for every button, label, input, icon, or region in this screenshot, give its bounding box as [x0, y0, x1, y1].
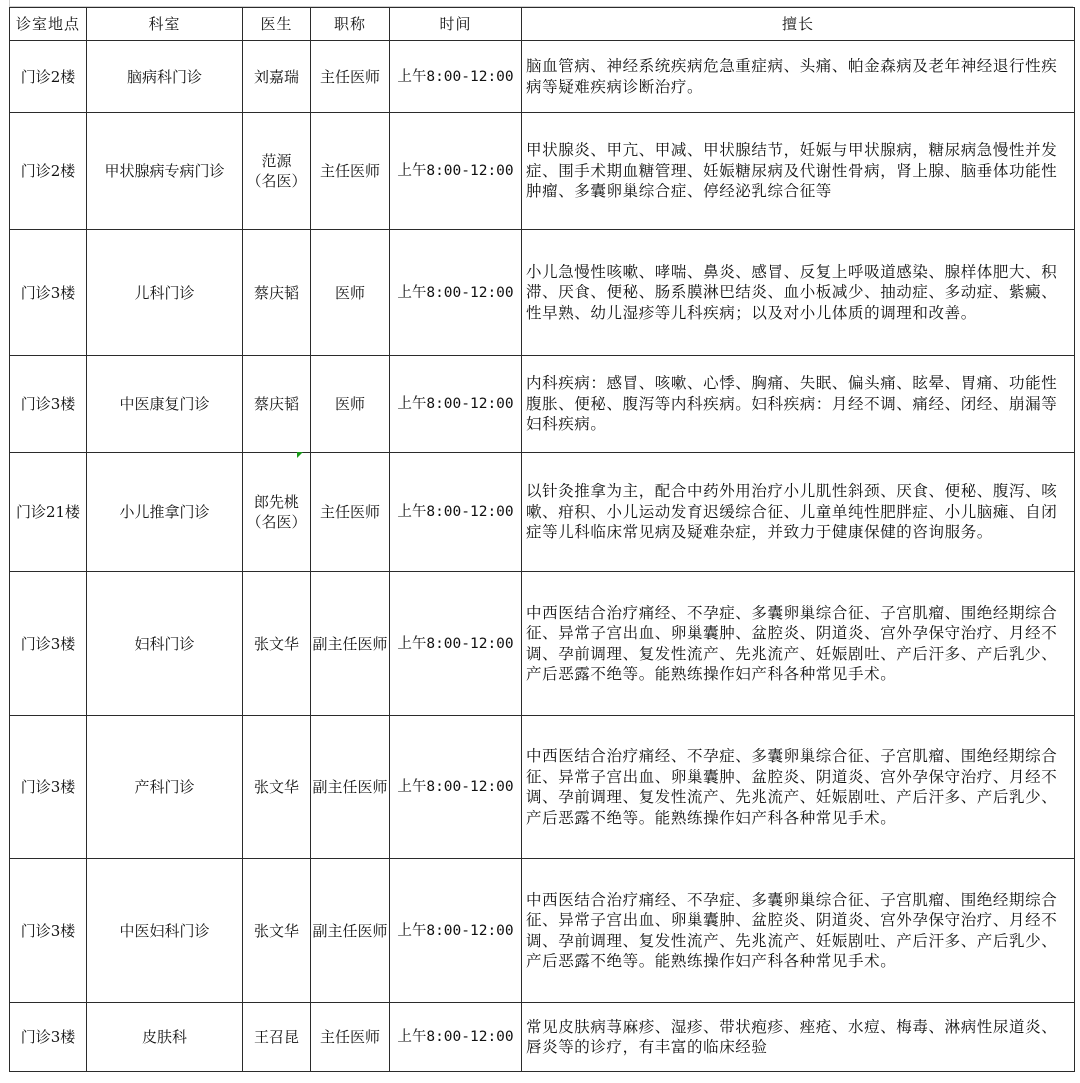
doctor-cell — [243, 113, 311, 230]
doctor-name: 张文华 — [253, 921, 299, 940]
doctor-cell — [243, 230, 311, 356]
specialty-cell: 小儿急慢性咳嗽、哮喘、鼻炎、感冒、反复上呼吸道感染、腺样体肥大、积滞、厌食、便秘、肠系膜淋巴结炎、血小板减少、抽动症、多动症、紫癜、性早熟、幼儿湿疹等儿科疾病；以及对小儿体质的调理和改善。 — [522, 230, 1075, 356]
doctor-name: 王召昆 — [253, 1028, 299, 1046]
title-cell: 主任医师 — [311, 41, 390, 113]
table-row — [10, 356, 1075, 453]
header-time: 时间 — [390, 8, 522, 41]
location-cell: 门诊21楼 — [10, 453, 87, 572]
department-cell: 儿科门诊 — [87, 230, 243, 356]
header-doctor: 医生 — [243, 8, 311, 41]
department-cell: 中医妇科门诊 — [87, 859, 243, 1003]
specialty-cell: 中西医结合治疗痛经、不孕症、多囊卵巢综合征、子宫肌瘤、围绝经期综合征、异常子宫出血、卵巢囊肿、盆腔炎、阴道炎、宫外孕保守治疗、月经不调、孕前调理、复发性流产、先兆流产、妊娠剧吐、产后汗多、产后乳少、产后恶露不绝等。能熟练操作妇产科各种常见手术。 — [522, 572, 1075, 716]
location-cell: 门诊3楼 — [10, 859, 87, 1003]
department-cell: 产科门诊 — [87, 716, 243, 859]
specialty-cell: 内科疾病：感冒、咳嗽、心悸、胸痛、失眠、偏头痛、眩晕、胃痛、功能性腹胀、便秘、腹泻等内科疾病。妇科疾病：月经不调、痛经、闭经、崩漏等妇科疾病。 — [522, 356, 1075, 453]
specialty-cell: 脑血管病、神经系统疾病危急重症病、头痛、帕金森病及老年神经退行性疾病等疑难疾病诊断治疗。 — [522, 41, 1075, 113]
specialty-cell: 中西医结合治疗痛经、不孕症、多囊卵巢综合征、子宫肌瘤、围绝经期综合征、异常子宫出血、卵巢囊肿、盆腔炎、阴道炎、宫外孕保守治疗、月经不调、孕前调理、复发性流产、先兆流产、妊娠剧吐、产后汗多、产后乳少、产后恶露不绝等。能熟练操作妇产科各种常见手术。 — [522, 716, 1075, 859]
table-row — [10, 572, 1075, 716]
doctor-name: 刘嘉瑞 — [253, 67, 299, 86]
clinic-schedule-table — [9, 7, 1075, 1072]
doctor-cell — [243, 572, 311, 716]
doctor-name: 郎先桃 — [253, 493, 299, 511]
table-row — [10, 230, 1075, 356]
doctor-name: 蔡庆韬 — [253, 283, 299, 302]
location-cell: 门诊3楼 — [10, 1003, 87, 1072]
time-cell: 上午8:00-12:00 — [390, 572, 522, 716]
doctor-note: （名医） — [246, 172, 307, 190]
title-cell: 医师 — [311, 230, 390, 356]
doctor-note: （名医） — [246, 513, 307, 531]
department-cell: 皮肤科 — [87, 1003, 243, 1072]
table-row — [10, 453, 1075, 572]
table-row — [10, 113, 1075, 230]
table-row — [10, 716, 1075, 859]
header-specialty: 擅长 — [522, 8, 1075, 41]
department-cell: 妇科门诊 — [87, 572, 243, 716]
title-cell: 副主任医师 — [311, 572, 390, 716]
table-row — [10, 1003, 1075, 1072]
header-title: 职称 — [311, 8, 390, 41]
doctor-cell — [243, 716, 311, 859]
time-cell: 上午8:00-12:00 — [390, 230, 522, 356]
department-cell: 小儿推拿门诊 — [87, 453, 243, 572]
title-cell: 主任医师 — [311, 453, 390, 572]
location-cell: 门诊2楼 — [10, 113, 87, 230]
doctor-name: 范源 — [261, 152, 292, 170]
title-cell: 医师 — [311, 356, 390, 453]
time-cell: 上午8:00-12:00 — [390, 1003, 522, 1072]
title-cell: 主任医师 — [311, 1003, 390, 1072]
time-cell: 上午8:00-12:00 — [390, 113, 522, 230]
title-cell: 副主任医师 — [311, 859, 390, 1003]
table-row — [10, 859, 1075, 1003]
doctor-cell — [243, 356, 311, 453]
time-cell: 上午8:00-12:00 — [390, 453, 522, 572]
time-cell: 上午8:00-12:00 — [390, 41, 522, 113]
location-cell: 门诊3楼 — [10, 572, 87, 716]
doctor-cell — [243, 1003, 311, 1072]
location-cell: 门诊2楼 — [10, 41, 87, 113]
time-cell: 上午8:00-12:00 — [390, 356, 522, 453]
specialty-cell: 常见皮肤病荨麻疹、湿疹、带状疱疹、痤疮、水痘、梅毒、淋病性尿道炎、唇炎等的诊疗，有丰富的临床经验 — [522, 1003, 1075, 1072]
doctor-cell — [243, 859, 311, 1003]
doctor-cell — [243, 41, 311, 113]
department-cell: 脑病科门诊 — [87, 41, 243, 113]
location-cell: 门诊3楼 — [10, 356, 87, 453]
time-cell: 上午8:00-12:00 — [390, 716, 522, 859]
header-row — [10, 8, 1075, 41]
doctor-name: 张文华 — [253, 778, 299, 796]
time-cell: 上午8:00-12:00 — [390, 859, 522, 1003]
title-cell: 主任医师 — [311, 113, 390, 230]
doctor-cell — [243, 453, 311, 572]
title-cell: 副主任医师 — [311, 716, 390, 859]
header-department: 科室 — [87, 8, 243, 41]
specialty-cell: 中西医结合治疗痛经、不孕症、多囊卵巢综合征、子宫肌瘤、围绝经期综合征、异常子宫出血、卵巢囊肿、盆腔炎、阴道炎、宫外孕保守治疗、月经不调、孕前调理、复发性流产、先兆流产、妊娠剧吐、产后汗多、产后乳少、产后恶露不绝等。能熟练操作妇产科各种常见手术。 — [522, 859, 1075, 1003]
department-cell: 甲状腺病专病门诊 — [87, 113, 243, 230]
doctor-name: 张文华 — [253, 634, 299, 653]
department-cell: 中医康复门诊 — [87, 356, 243, 453]
specialty-cell: 甲状腺炎、甲亢、甲减、甲状腺结节，妊娠与甲状腺病，糖尿病急慢性并发症、围手术期血糖管理、妊娠糖尿病及代谢性骨病，肾上腺、脑垂体功能性肿瘤、多囊卵巢综合症、停经泌乳综合征等 — [522, 113, 1075, 230]
cell-comment-marker — [297, 452, 303, 458]
location-cell: 门诊3楼 — [10, 716, 87, 859]
table-row — [10, 41, 1075, 113]
specialty-cell: 以针灸推拿为主，配合中药外用治疗小儿肌性斜颈、厌食、便秘、腹泻、咳嗽、疳积、小儿运动发育迟缓综合征、儿童单纯性肥胖症、小儿脑瘫、自闭症等儿科临床常见病及疑难杂症，并致力于健康保健的咨询服务。 — [522, 453, 1075, 572]
location-cell: 门诊3楼 — [10, 230, 87, 356]
header-location: 诊室地点 — [10, 8, 87, 41]
doctor-name: 蔡庆韬 — [253, 395, 299, 413]
